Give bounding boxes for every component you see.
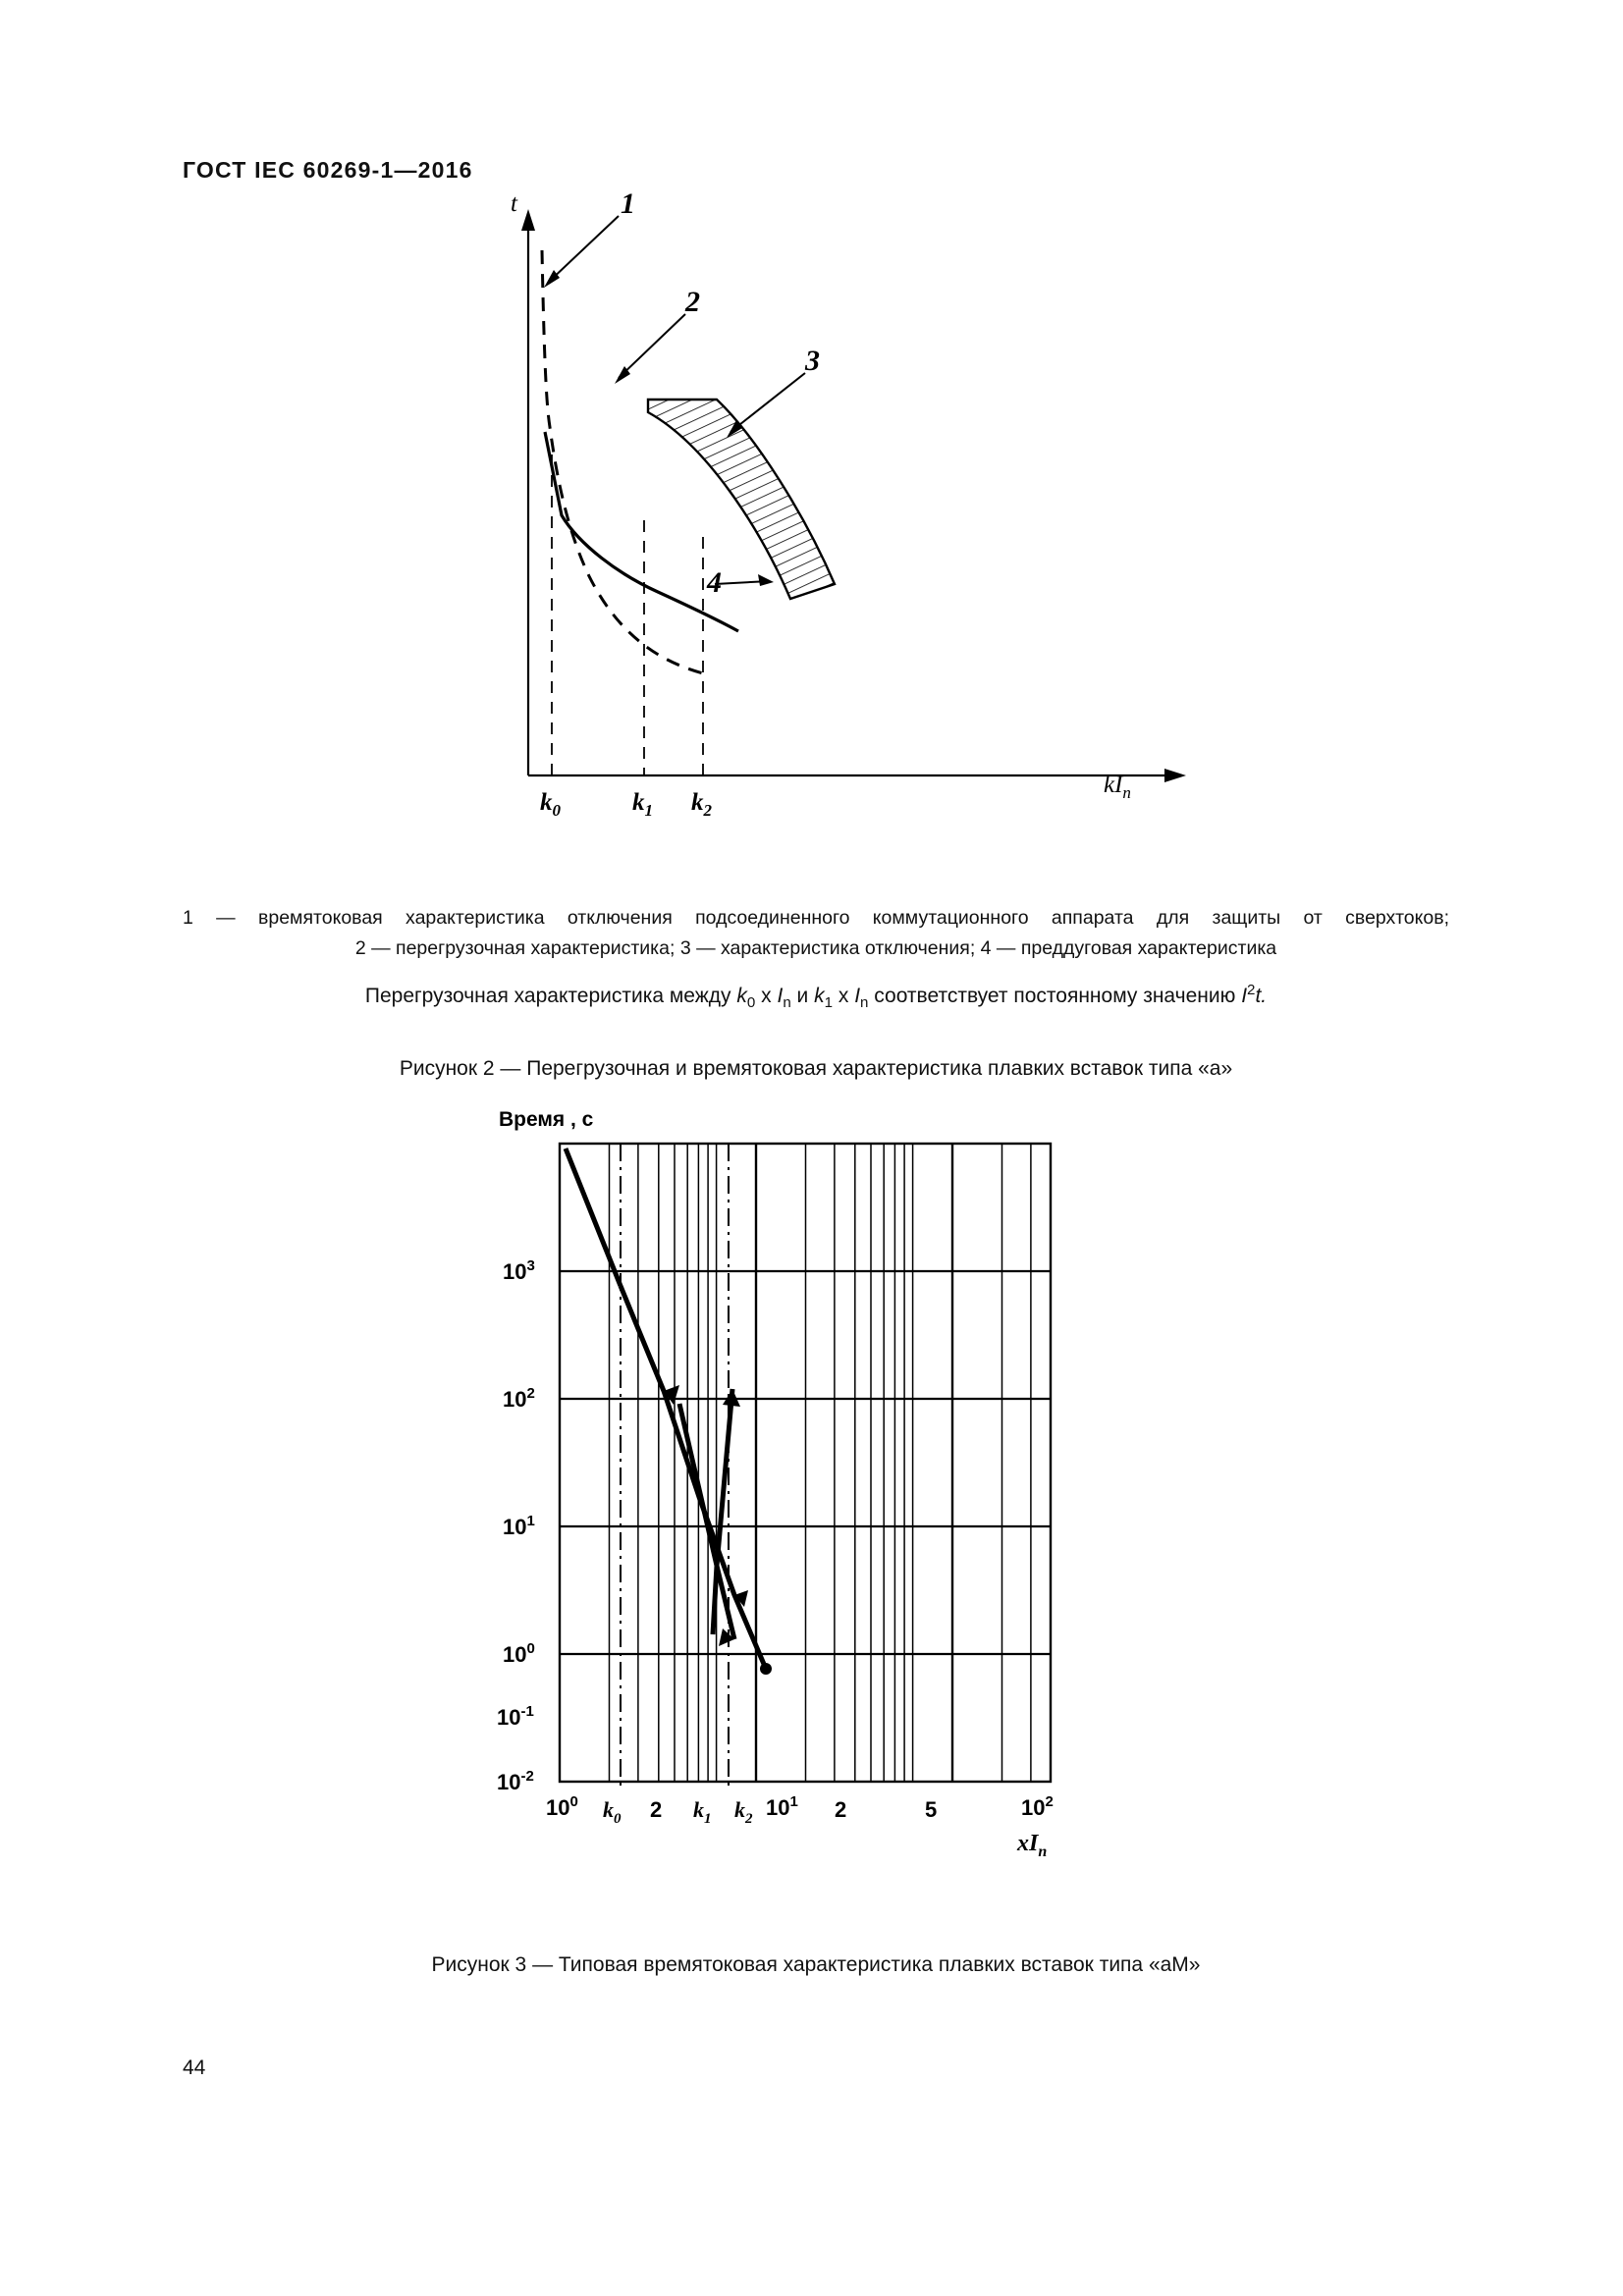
y-axis-arrow — [521, 209, 535, 231]
page-number: 44 — [183, 2056, 206, 2079]
leader-2 — [619, 314, 685, 378]
figure1-curve-label-2: 2 — [685, 286, 700, 318]
figure2-x-tick-1e1: $10^1$ — [766, 1793, 798, 1820]
page-header: ГОСТ IEC 60269-1—2016 — [183, 157, 473, 183]
figure-1-svg — [511, 191, 1198, 888]
figure-1-legend-2b: 3 — характеристика отключения; — [679, 937, 981, 959]
figure1-tick-k0: $k_0$ — [540, 789, 561, 820]
leader-4-arrow — [758, 574, 774, 586]
figure-1-legend-2c: 4 — преддуговая характеристика — [980, 937, 1277, 959]
figure1-curve-label-4: 4 — [707, 566, 722, 599]
note-in2: I — [854, 985, 861, 1007]
note-k0-sub: 0 — [746, 994, 756, 1012]
figure2-y-tick-1e1: $10^1$ — [503, 1513, 535, 1539]
note-in2-sub: n — [860, 994, 869, 1012]
note-part-1: Перегрузочная характеристика между — [364, 985, 737, 1007]
band-3-4-hatched — [648, 400, 835, 599]
note-i-sup: 2 — [1247, 982, 1256, 998]
figure-1-legend-2a: 2 — перегрузочная характеристика; — [354, 937, 680, 959]
leader-3 — [730, 373, 805, 432]
figure1-tick-k1: $k_1$ — [632, 789, 653, 820]
figure1-curve-label-3: 3 — [805, 345, 820, 377]
figure2-y-axis-title: Время , с — [499, 1108, 594, 1131]
figure2-x-tick-2a: 2 — [650, 1797, 663, 1822]
figure1-y-axis-label: t — [511, 191, 517, 217]
x-gridlines — [610, 1144, 1031, 1782]
note-part-2: соответствует постоянному значению — [868, 985, 1242, 1007]
figure1-tick-k2: $k_2$ — [691, 789, 712, 820]
note-k0: k — [736, 985, 747, 1007]
note-in1-sub: n — [783, 994, 791, 1012]
figure2-x-tick-k1: $k_1$ — [693, 1797, 712, 1827]
note-k1-sub: 1 — [824, 994, 834, 1012]
figure2-y-tick-1em2: $10^{-2}$ — [497, 1768, 534, 1794]
figure2-x-tick-1e0: $10^0$ — [546, 1793, 578, 1820]
figure2-y-tick-1em1: $10^{-1}$ — [497, 1703, 534, 1730]
curve-1-dashed — [542, 250, 707, 674]
figure1-x-axis-label: $kI_n$ — [1104, 772, 1131, 802]
note-and: и — [790, 985, 815, 1007]
leader-1 — [548, 216, 619, 283]
x-axis-arrow — [1164, 769, 1186, 782]
figure2-y-tick-1e2: $10^2$ — [503, 1385, 535, 1412]
curve-end-dot — [760, 1663, 772, 1675]
leader-4 — [738, 574, 778, 579]
figure-1-legend-line-2 — [355, 937, 1276, 959]
note-x1: х — [755, 985, 778, 1007]
figure-1-legend — [183, 903, 1449, 964]
figure-2-title: Рисунок 3 — Типовая времятоковая характеристика плавких вставок типа «аМ» — [431, 1953, 1201, 1976]
figure2-y-tick-1e3: $10^3$ — [503, 1257, 535, 1284]
figure2-y-tick-1e0: $10^0$ — [503, 1640, 535, 1667]
figure-1-note — [183, 982, 1449, 1011]
figure-1 — [511, 191, 1198, 888]
figure1-curve-label-1: 1 — [621, 191, 635, 220]
note-k1: k — [814, 985, 825, 1007]
note-x2: х — [833, 985, 855, 1007]
figure2-x-tick-k2: $k_2$ — [734, 1797, 753, 1827]
figure2-x-tick-1e2: $10^2$ — [1021, 1793, 1054, 1820]
note-in1: I — [777, 985, 784, 1007]
note-i: I — [1241, 985, 1248, 1007]
figure2-x-axis-label: $xI_n$ — [1017, 1831, 1048, 1860]
figure-2-svg — [471, 1104, 1217, 1919]
note-t: t. — [1255, 985, 1268, 1007]
figure2-x-tick-2b: 2 — [835, 1797, 847, 1822]
figure-1-legend-line-1: 1 — времятоковая характеристика отключения подсоединенного коммутационного аппарата для защиты от сверхтоков; — [183, 907, 1449, 929]
x-decade-lines — [756, 1144, 952, 1782]
curve-main — [621, 1286, 766, 1669]
figure2-x-tick-5: 5 — [925, 1797, 938, 1822]
curve-overload-branch — [566, 1148, 621, 1286]
figure-1-title: Рисунок 2 — Перегрузочная и времятоковая характеристика плавких вставок типа «а» — [399, 1057, 1233, 1080]
figure2-x-tick-k0: $k_0$ — [603, 1797, 622, 1827]
figure-2 — [471, 1104, 1217, 1919]
